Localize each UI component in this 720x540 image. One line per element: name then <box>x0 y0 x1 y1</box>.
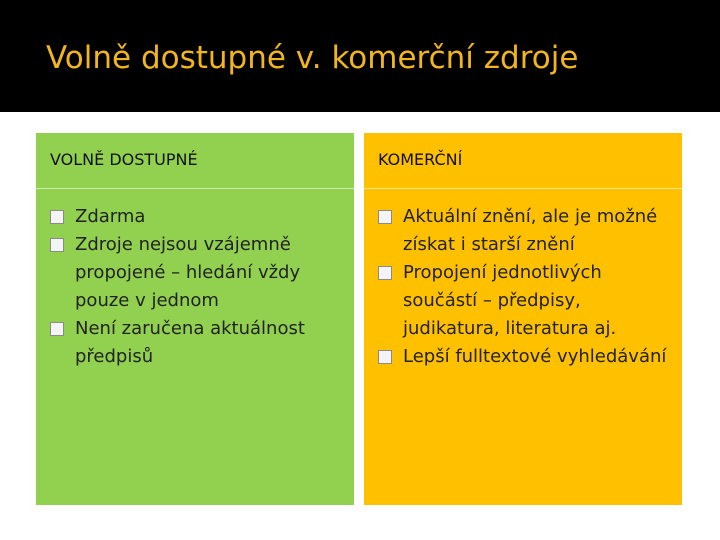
checkbox-bullet-icon <box>378 210 392 224</box>
list-item-text: Aktuální znění, ale je možné získat i starší znění <box>403 206 658 255</box>
checkbox-bullet-icon <box>50 322 64 336</box>
title-bar <box>0 0 720 112</box>
commercial-sources-body <box>364 189 682 371</box>
commercial-sources-list <box>376 203 672 371</box>
list-item-text: Zdarma <box>75 206 146 227</box>
free-sources-column <box>36 133 354 505</box>
list-item <box>376 203 672 259</box>
checkbox-bullet-icon <box>378 266 392 280</box>
list-item <box>48 315 344 371</box>
free-sources-body <box>36 189 354 371</box>
list-item <box>48 203 344 231</box>
checkbox-bullet-icon <box>378 350 392 364</box>
list-item-text: Propojení jednotlivých součástí – předpisy, judikatura, literatura aj. <box>403 262 617 339</box>
list-item-text: Lepší fulltextové vyhledávání <box>403 346 667 367</box>
list-item <box>48 231 344 315</box>
list-item <box>376 343 672 371</box>
commercial-sources-header: KOMERČNÍ <box>364 133 682 189</box>
list-item-text: Zdroje nejsou vzájemně propojené – hledání vždy pouze v jednom <box>75 234 301 311</box>
checkbox-bullet-icon <box>50 238 64 252</box>
free-sources-list <box>48 203 344 371</box>
slide-title: Volně dostupné v. komerční zdroje <box>46 40 579 76</box>
free-sources-header: VOLNĚ DOSTUPNÉ <box>36 133 354 189</box>
list-item <box>376 259 672 343</box>
commercial-sources-column <box>364 133 682 505</box>
list-item-text: Není zaručena aktuálnost předpisů <box>75 318 305 367</box>
checkbox-bullet-icon <box>50 210 64 224</box>
